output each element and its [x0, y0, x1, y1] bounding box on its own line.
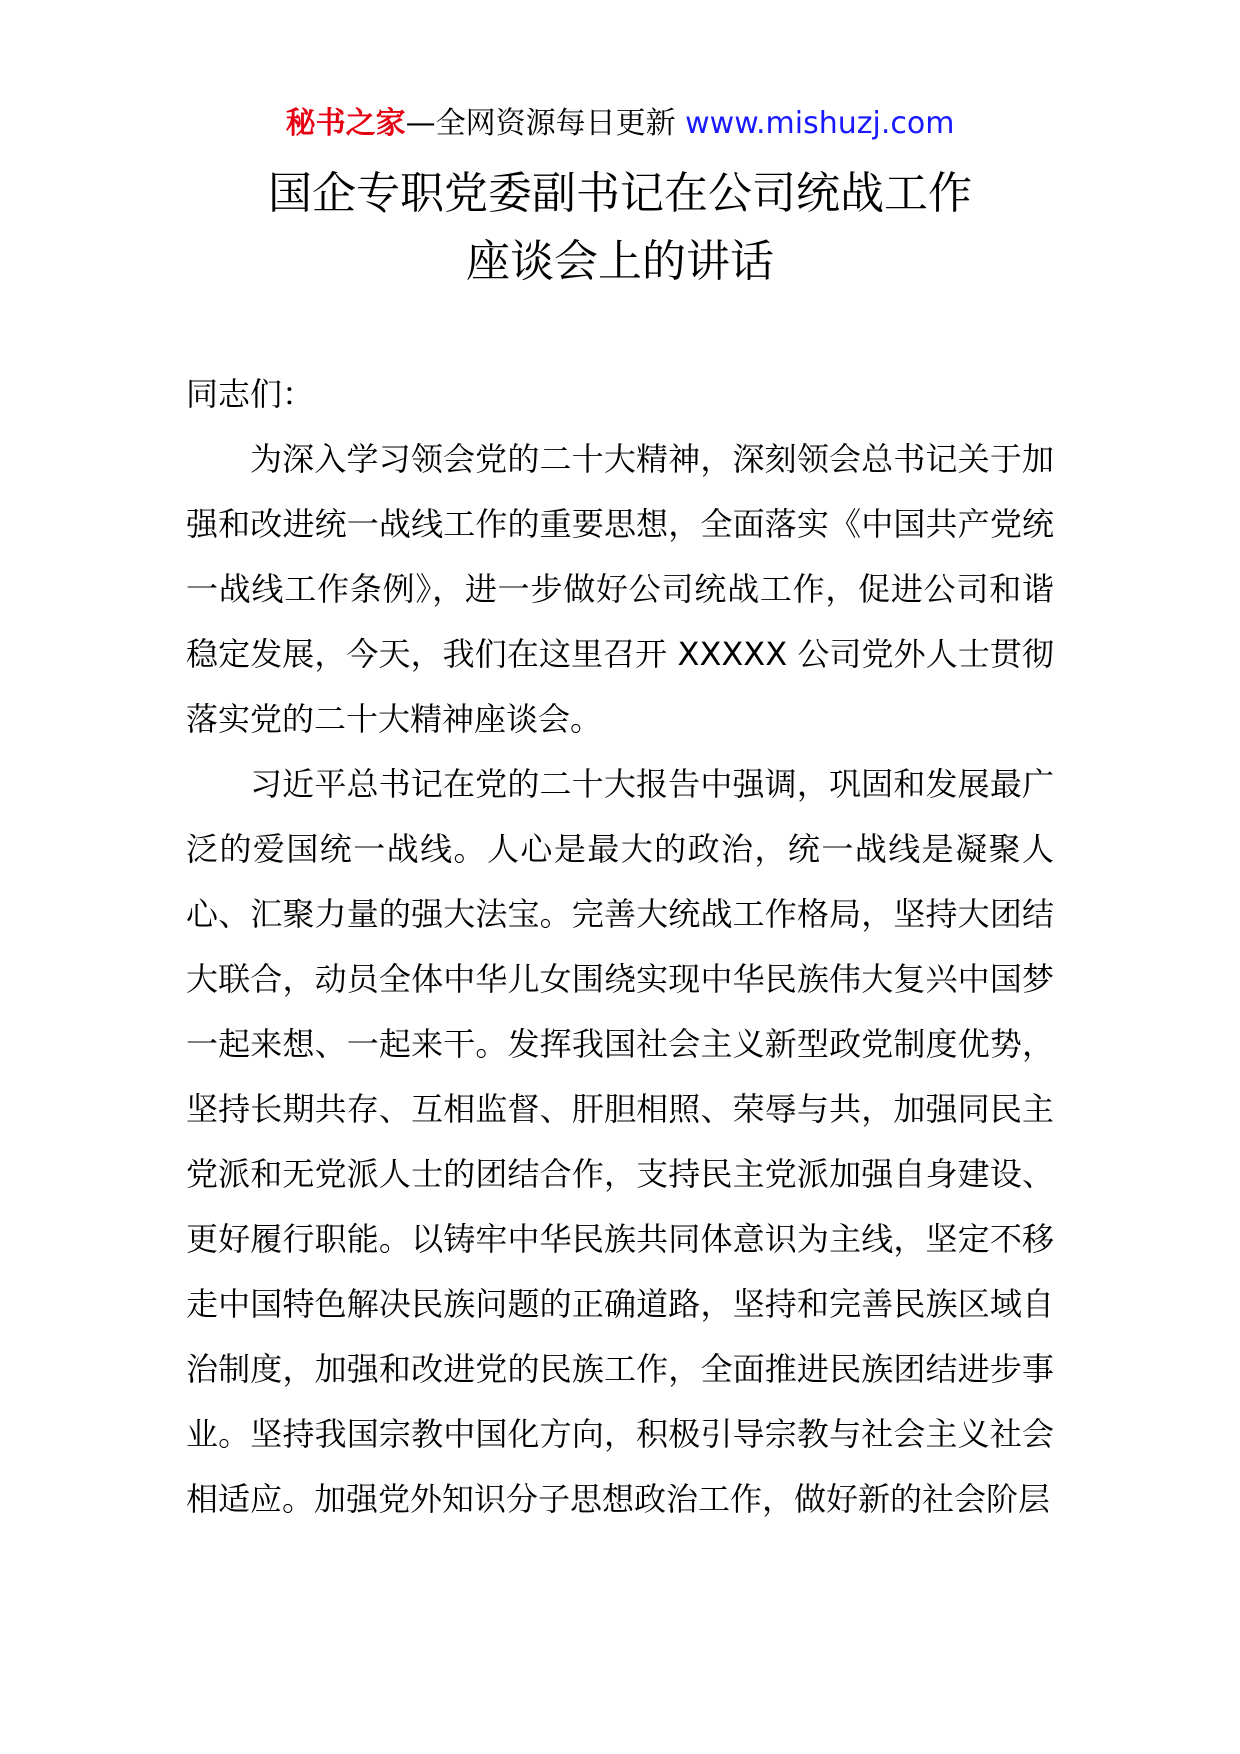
paragraph-2: 习近平总书记在党的二十大报告中强调，巩固和发展最广泛的爱国统一战线。人心是最大的政治，统一战线是凝聚人心、汇聚力量的强大法宝。完善大统战工作格局，坚持大团结大联合，动员全体中华儿女围绕实现中华民族伟大复兴中国梦一起来想、一起来干。发挥我国社会主义新型政党制度优势，坚持长期共存、互相监督、肝胆相照、荣辱与共，加强同民主党派和无党派人士的团结合作，支持民主党派加强自身建设、更好履行职能。以铸牢中华民族共同体意识为主线，坚定不移走中国特色解决民族问题的正确道路，坚持和完善民族区域自治制度，加强和改进党的民族工作，全面推进民族团结进步事业。坚持我国宗教中国化方向，积极引导宗教与社会主义社会相适应。加强党外知识分子思想政治工作，做好新的社会阶层	[186, 765, 1054, 1518]
paragraph-1: 为深入学习领会党的二十大精神，深刻领会总书记关于加强和改进统一战线工作的重要思想，全面落实《中国共产党统一战线工作条例》，进一步做好公司统战工作，促进公司和谐稳定发展，今天，我们在这里召开 XXXXX 公司党外人士贯彻落实党的二十大精神座谈会。	[186, 440, 1054, 738]
document-title-line-1: 国企专职党委副书记在公司统战工作	[268, 168, 972, 219]
salutation: 同志们：	[186, 375, 315, 413]
site-brand: 秘书之家	[285, 106, 406, 141]
document-body	[186, 362, 1054, 1532]
site-slogan: —全网资源每日更新	[405, 106, 676, 141]
site-url-link[interactable]: www.mishuzj.com	[685, 106, 955, 141]
document-title-line-2: 座谈会上的讲话	[466, 236, 774, 287]
site-header	[0, 100, 1240, 148]
